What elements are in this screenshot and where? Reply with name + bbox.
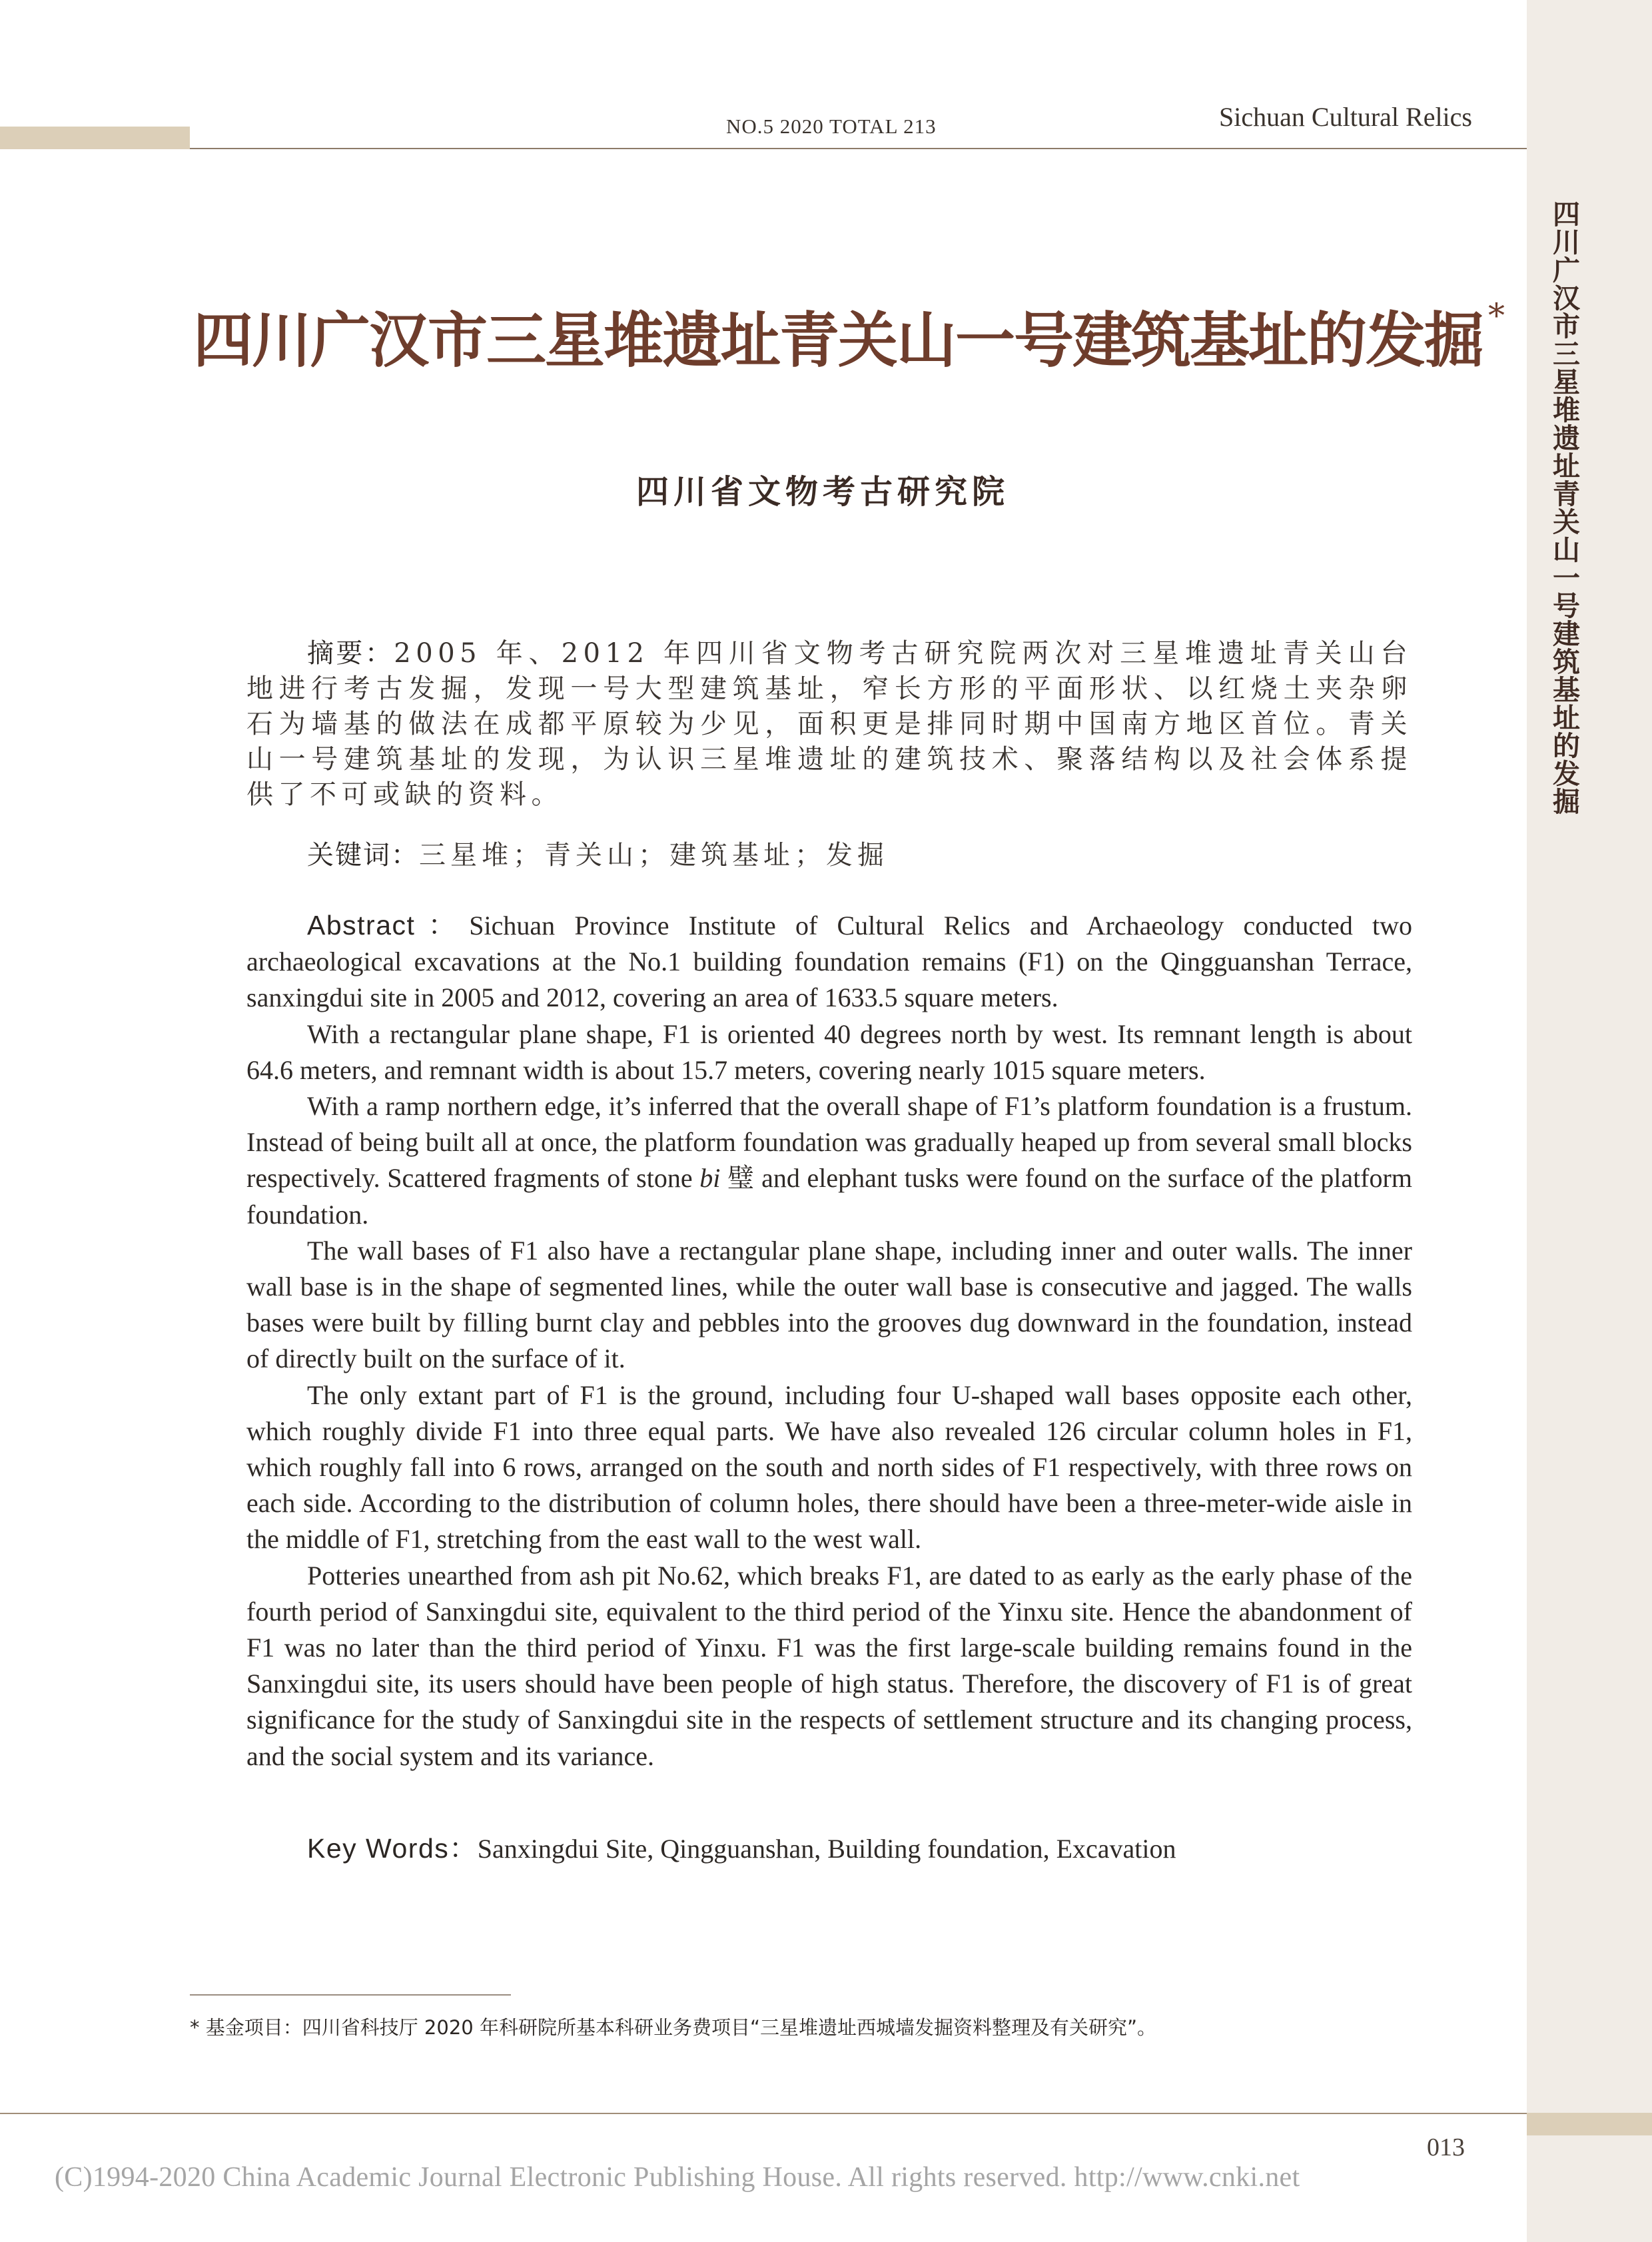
chinese-abstract-text: 2005 年、2012 年四川省文物考古研究院两次对三星堆遗址青关山台地进行考古发掘，发现一号大型建筑基址，窄长方形的平面形状、以红烧土夹杂卵石为墙基的做法在成都平原较为少见，面积更是排同时期中国南方地区首位。青关山一号建筑基址的发现，为认识三星堆遗址的建筑技术、聚落结构以及社会体系提供了不可或缺的资料。 xyxy=(246,638,1412,810)
paragraph-text: Sichuan Province Institute of Cultural Relics and Archaeology conducted two archaeological excavations at the No.1 building foundation remains (F1) on the Qingguanshan Terrace, sanxingdui site in 2005 and 2012, covering an area of 1633.5 square meters. xyxy=(246,911,1412,1013)
english-abstract-paragraph xyxy=(246,907,1412,1016)
english-keywords-text: Sanxingdui Site, Qingguanshan, Building foundation, Excavation xyxy=(477,1834,1176,1864)
copyright-watermark: (C)1994-2020 China Academic Journal Electronic Publishing House. All rights reserved. http://www.cnki.net xyxy=(55,2162,1300,2193)
footnote-rule xyxy=(190,1994,511,1996)
english-abstract-paragraph: The wall bases of F1 also have a rectangular plane shape, including inner and outer walls. The inner wall base is in the shape of segmented lines, while the outer wall base is consecutive and jagged. The walls bases were built by filling burnt clay and pebbles into the grooves dug downward in the foundation, instead of directly built on the surface of it. xyxy=(246,1235,1412,1374)
english-abstract xyxy=(246,907,1412,1774)
english-abstract-paragraph: The only extant part of F1 is the ground, including four U-shaped wall bases opposite each other, which roughly divide F1 into three equal parts. We have also revealed 126 circular column holes in F1, which roughly fall into 6 rows, arranged on the south and north sides of F1 respectively, with three rows on each side. According to the distribution of column holes, there should have been a three-meter-wide aisle in the middle of F1, stretching from the east wall to the west wall. xyxy=(246,1379,1412,1555)
footnote: * 基金项目：四川省科技厅 2020 年科研院所基本科研业务费项目“三星堆遗址西城墙发掘资料整理及有关研究”。 xyxy=(190,2016,1157,2039)
chinese-abstract-label: 摘要： xyxy=(307,638,394,669)
english-abstract-paragraph xyxy=(246,1088,1412,1233)
side-running-title: 四川广汉市三星堆遗址青关山一号建筑基址的发掘 xyxy=(1548,200,1580,815)
english-abstract-paragraph: Potteries unearthed from ash pit No.62, which breaks F1, are dated to as early as the early phase of the fourth period of Sanxingdui site, equivalent to the third period of the Yinxu site. Hence the abandonment of F1 was no later than the third period of Yinxu. F1 was the first large-scale building remains found in the Sanxingdui site, its users should have been people of high status. Therefore, the discovery of F1 is of great significance for the study of Sanxingdui site in the respects of settlement structure and its changing process, and the social system and its variance. xyxy=(246,1560,1412,1771)
page-number: 013 xyxy=(1427,2133,1465,2161)
english-keywords-label: Key Words： xyxy=(307,1833,478,1864)
chinese-keywords-label: 关键词： xyxy=(307,840,419,871)
issue-number: NO.5 2020 TOTAL 213 xyxy=(726,115,937,138)
footer-accent-tab xyxy=(1527,2113,1652,2135)
chinese-keywords xyxy=(307,834,889,872)
italic-term: bi xyxy=(699,1163,721,1194)
article-title xyxy=(193,292,1503,378)
journal-name: Sichuan Cultural Relics xyxy=(1219,102,1472,132)
chinese-keywords-text: 三星堆；青关山；建筑基址；发掘 xyxy=(419,840,889,871)
paragraph-text: With a ramp northern edge, it’s inferred that the overall shape of F1’s platform foundation is a frustum. Instead of being built all at once, the platform foundation was gradually heaped up from several small blocks respectively. Scattered fragments of stone xyxy=(246,1091,1412,1194)
english-abstract-label: Abstract： xyxy=(307,910,470,940)
chinese-abstract xyxy=(246,636,1412,813)
paragraph-text: 璧 and elephant tusks were found on the surface of the platform foundation. xyxy=(246,1163,1412,1230)
title-footnote-mark: * xyxy=(1488,296,1503,335)
footer-rule xyxy=(0,2113,1527,2114)
header-accent-tab xyxy=(0,127,190,149)
english-abstract-paragraph: With a rectangular plane shape, F1 is oriented 40 degrees north by west. Its remnant length is about 64.6 meters, and remnant width is about 15.7 meters, covering nearly 1015 square meters. xyxy=(246,1018,1412,1085)
title-text: 四川广汉市三星堆遗址青关山一号建筑基址的发掘 xyxy=(193,305,1483,376)
english-keywords xyxy=(307,1826,1176,1866)
header-rule xyxy=(190,148,1527,149)
author: 四川省文物考古研究院 xyxy=(636,472,1010,511)
